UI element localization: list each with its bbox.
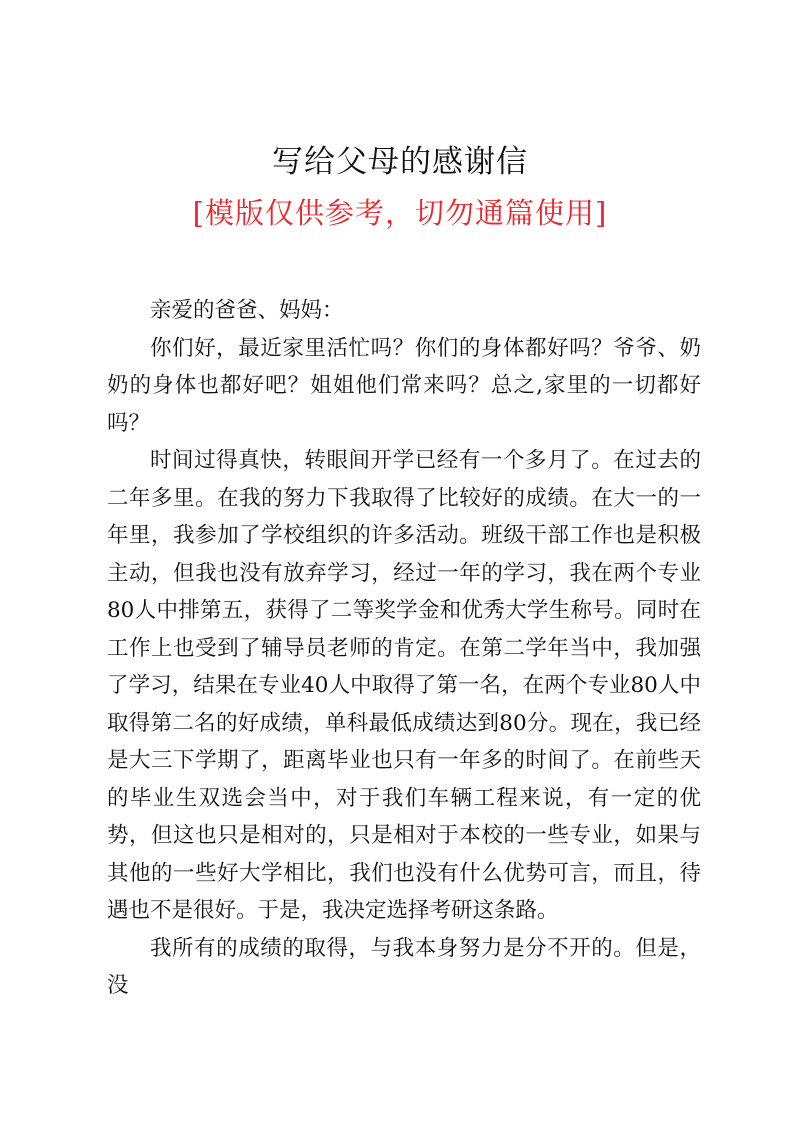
paragraph: 时间过得真快，转眼间开学已经有一个多月了。在过去的二年多里。在我的努力下我取得了比较好的成绩。在大一的一年里，我参加了学校组织的许多活动。班级干部工作也是积极主动，但我也没有放弃学习，经过一年的学习，我在两个专业80人中排第五，获得了二等奖学金和优秀大学生称号。同时在工作上也受到了辅导员老师的肯定。在第二学年当中，我加强了学习，结果在专业40人中取得了第一名，在两个专业80人中取得第二名的好成绩，单科最低成绩达到80分。现在，我已经是大三下学期了，距离毕业也只有一年多的时间了。在前些天的毕业生双选会当中，对于我们车辆工程来说，有一定的优势，但这也只是相对的，只是相对于本校的一些专业，如果与其他的一些好大学相比，我们也没有什么优势可言，而且，待遇也不是很好。于是，我决定选择考研这条路。 xyxy=(107,448,701,923)
letter-body xyxy=(107,292,701,1005)
salutation: 亲爱的爸爸、妈妈： xyxy=(150,298,344,323)
page-title: 写给父母的感谢信 xyxy=(272,144,528,180)
paragraph: 你们好，最近家里活忙吗？你们的身体都好吗？爷爷、奶奶的身体也都好吧？姐姐他们常来吗？总之,家里的一切都好吗？ xyxy=(107,335,701,436)
template-notice: [模版仅供参考，切勿通篇使用] xyxy=(192,196,608,230)
paragraph: 我所有的成绩的取得，与我本身努力是分不开的。但是，没 xyxy=(107,935,701,998)
